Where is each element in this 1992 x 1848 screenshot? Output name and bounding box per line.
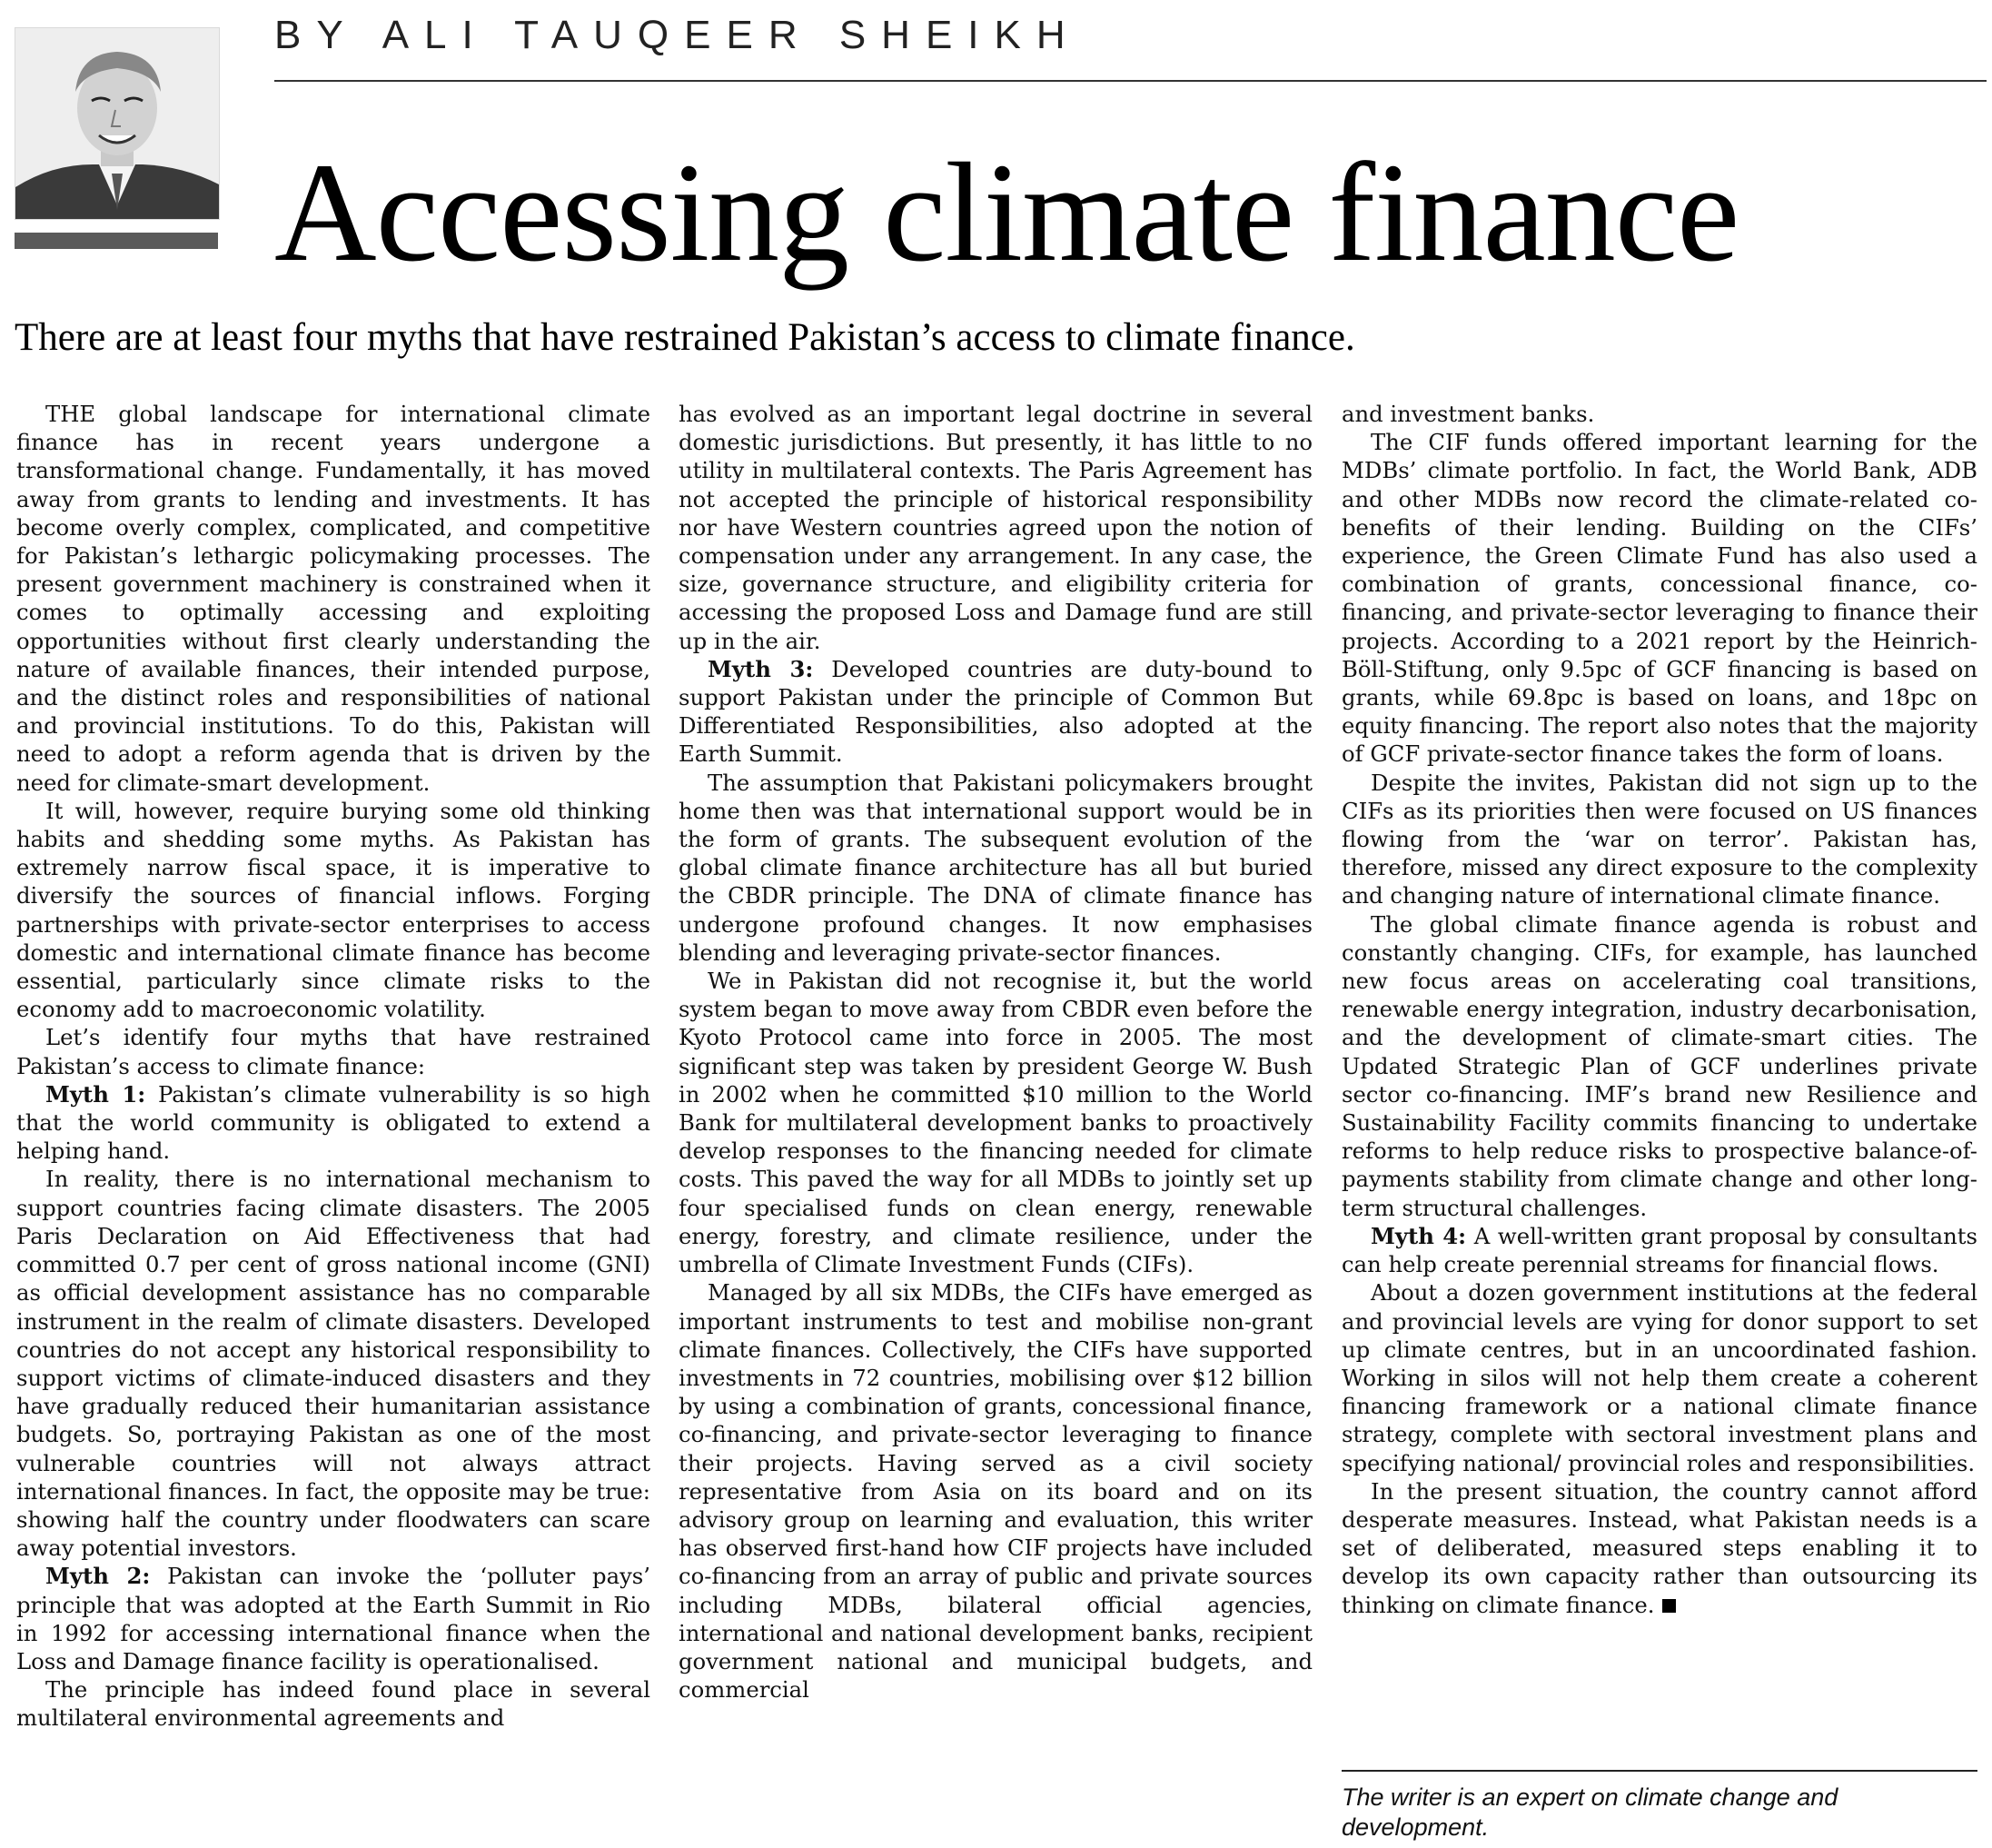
- author-bio: The writer is an expert on climate change and development.: [1342, 1783, 1838, 1841]
- byline: BY ALI TAUQEER SHEIKH: [274, 13, 1081, 57]
- end-mark-icon: [1662, 1599, 1676, 1613]
- closing-paragraph: [1342, 1477, 1977, 1619]
- byline-rule: [274, 80, 1987, 82]
- paragraph: Managed by all six MDBs, the CIFs have emerged as important instruments to test and mobilise non-grant climate finances. Collectively, the CIFs have supported investments in 72 countries, mobilising over $12 billion by using a combination of grants, concessional finance, co-financing, and private-sector leveraging to finance their projects. Having served as a civil society representative from Asia on its board and on its advisory group on learning and evaluation, this writer has observed first-hand how CIF projects have included co-financing from an array of public and private sources including MDBs, bilateral official agencies, international and national development banks, recipient government national and municipal budgets, and commercial: [679, 1279, 1313, 1704]
- article-column-3: [1342, 400, 1977, 1848]
- myth-3-paragraph: [679, 655, 1313, 769]
- headline: Accessing climate finance: [274, 134, 1739, 291]
- paragraph: and investment banks.: [1342, 401, 1595, 427]
- myth-text: Pakistan’s climate vulnerability is so high that the world community is obligated to extend a helping hand.: [16, 1080, 650, 1165]
- paragraph: The assumption that Pakistani policymakers brought home then was that international support would be in the form of grants. The subsequent evolution of the global climate finance architecture has all but buried the CBDR principle. The DNA of climate finance has undergone profound changes. It now emphasises blending and leveraging private-sector finances.: [679, 769, 1313, 966]
- myth-label: Myth 1:: [45, 1080, 146, 1108]
- paragraph: We in Pakistan did not recognise it, but the world system began to move away from CBDR even before the Kyoto Protocol came into force in 2005. The most significant step was taken by president George W. Bush in 2002 when he committed $10 million to the World Bank for multilateral development banks to proactively develop responses to the financing needed for climate costs. This paved the way for all MDBs to jointly set up four specialised funds on clean energy, renewable energy, forestry, and climate resilience, under the umbrella of Climate Investment Funds (CIFs).: [679, 968, 1313, 1278]
- myth-1-paragraph: [16, 1080, 650, 1166]
- article-column-1: [16, 400, 650, 1848]
- paragraph: The global climate finance agenda is robust and constantly changing. CIFs, for example, has launched new focus areas on accelerating coal transitions, renewable energy integration, industry decarbonisation, and the development of climate-smart cities. The Updated Strategic Plan of GCF underlines private sector co-financing. IMF’s brand new Resilience and Sustainability Facility commits financing to undertake reforms to help reduce risks to prospective balance-of-payments stability from climate change and other long-term structural challenges.: [1342, 910, 1977, 1221]
- bio-rule: [1342, 1770, 1977, 1772]
- paragraph: It will, however, require burying some old thinking habits and shedding some myths. As Pakistan has extremely narrow fiscal space, it is imperative to diversify the sources of financial inflows. Forging partnerships with private-sector enterprises to access domestic and international climate finance has become essential, particularly since climate risks to the economy add to macroeconomic volatility.: [16, 797, 650, 1023]
- myth-label: Myth 2:: [45, 1563, 151, 1590]
- myth-text: A well-written grant proposal by consultants can help create perennial streams for financial flows.: [1342, 1222, 1977, 1278]
- myth-label: Myth 3:: [708, 655, 814, 682]
- closing-text: In the present situation, the country cannot afford desperate measures. Instead, what Pakistan needs is a set of deliberated, measured steps enabling it to develop its own capacity rather than outsourcing its thinking on climate finance.: [1342, 1477, 1977, 1618]
- standfirst: There are at least four myths that have restrained Pakistan’s access to climate finance.: [15, 316, 1355, 359]
- paragraph: Let’s identify four myths that have restrained Pakistan’s access to climate finance:: [16, 1024, 650, 1079]
- article-column-2: [679, 400, 1313, 1848]
- author-portrait: [15, 27, 220, 220]
- paragraph: The principle has indeed found place in several multilateral environmental agreements and: [16, 1676, 650, 1732]
- myth-text: Developed countries are duty-bound to support Pakistan under the principle of Common But Differentiated Responsibilities, also adopted at the Earth Summit.: [679, 655, 1313, 768]
- portrait-band: [15, 233, 218, 249]
- myth-label: Myth 4:: [1371, 1222, 1467, 1249]
- author-portrait-drawing: [15, 28, 219, 219]
- paragraph: has evolved as an important legal doctrine in several domestic jurisdictions. But presently, it has little to no utility in multilateral contexts. The Paris Agreement has not accepted the principle of historical responsibility nor have Western countries agreed upon the notion of compensation under any arrangement. In any case, the size, governance structure, and eligibility criteria for accessing the proposed Loss and Damage fund are still up in the air.: [679, 401, 1313, 654]
- myth-2-paragraph: [16, 1562, 650, 1675]
- paragraph: The CIF funds offered important learning for the MDBs’ climate portfolio. In fact, the World Bank, ADB and other MDBs now record the climate-related co-benefits of their lending. Building on the CIFs’ experience, the Green Climate Fund has also used a combination of grants, concessional finance, co-financing, and private-sector leveraging to finance their projects. According to a 2021 report by the Heinrich-Böll-Stiftung, only 9.5pc of GCF financing is based on grants, while 69.8pc is based on loans, and 18pc on equity financing. The report also notes that the majority of GCF private-sector finance takes the form of loans.: [1342, 429, 1977, 768]
- paragraph: In reality, there is no international mechanism to support countries facing climate disasters. The 2005 Paris Declaration on Aid Effectiveness that had committed 0.7 per cent of gross national income (GNI) as official development assistance has no comparable instrument in the realm of climate disasters. Developed countries do not accept any historical responsibility to support victims of climate-induced disasters and they have gradually reduced their humanitarian assistance budgets. So, portraying Pakistan as one of the most vulnerable countries will not always attract international finances. In fact, the opposite may be true: showing half the country under floodwaters can scare away potential investors.: [16, 1166, 650, 1562]
- myth-4-paragraph: [1342, 1222, 1977, 1278]
- paragraph: Despite the invites, Pakistan did not sign up to the CIFs as its priorities then were focused on US finances flowing from the ‘war on terror’. Pakistan has, therefore, missed any direct exposure to the complexity and changing nature of international climate finance.: [1342, 769, 1977, 909]
- paragraph: THE global landscape for international climate finance has in recent years undergone a transformational change. Fundamentally, it has moved away from grants to lending and investments. It has become overly complex, complicated, and competitive for Pakistan’s lethargic policymaking processes. The present government machinery is constrained when it comes to optimally accessing and exploiting opportunities without first clearly understanding the nature of available finances, their intended purpose, and the distinct roles and responsibilities of national and provincial institutions. To do this, Pakistan will need to adopt a reform agenda that is driven by the need for climate-smart development.: [16, 401, 650, 796]
- myth-text: Pakistan can invoke the ‘polluter pays’ principle that was adopted at the Earth Summit in Rio in 1992 for accessing international finance when the Loss and Damage finance facility is operationalised.: [16, 1563, 650, 1674]
- paragraph: About a dozen government institutions at the federal and provincial levels are vying for donor support to set up climate centres, but in an uncoordinated fashion. Working in silos will not help them create a coherent financing framework or a national climate finance strategy, complete with sectoral investment plans and specifying national/ provincial roles and responsibilities.: [1342, 1279, 1977, 1476]
